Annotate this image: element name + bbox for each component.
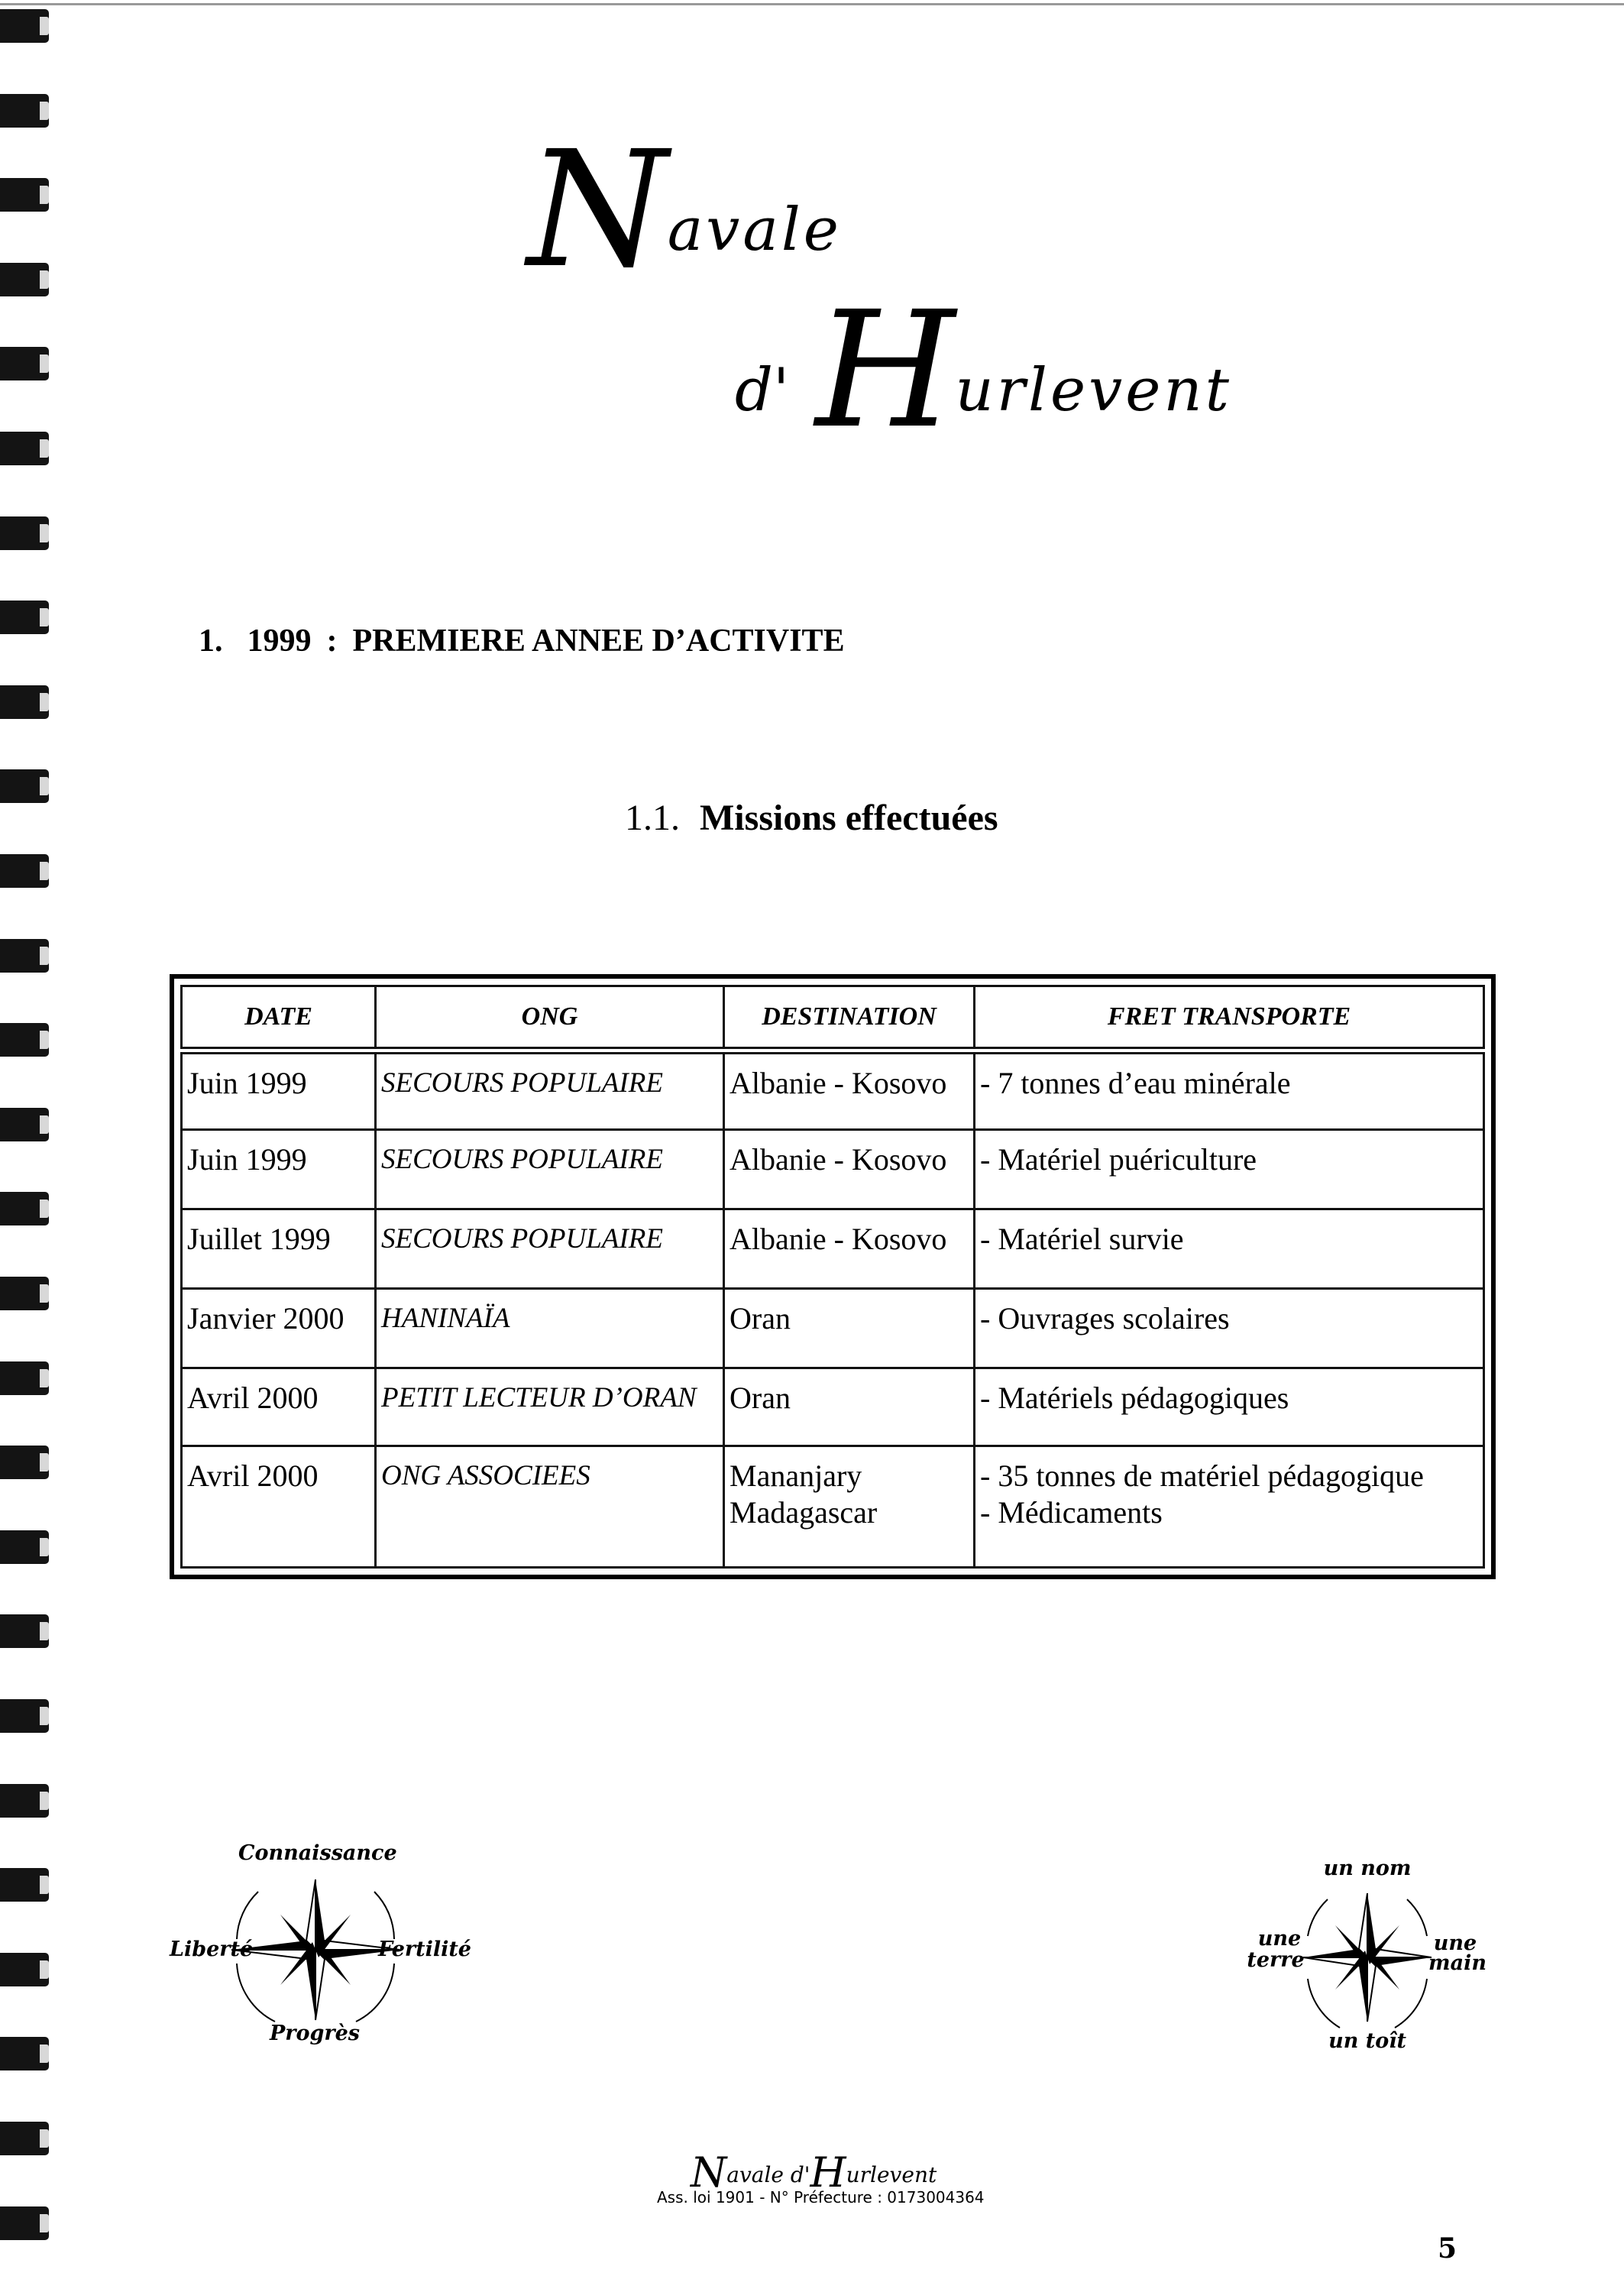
emblem-label-left: Liberté bbox=[170, 1938, 254, 1961]
binding-ring bbox=[0, 178, 49, 212]
destination-line: Albanie - Kosovo bbox=[730, 1222, 947, 1256]
cell-freight bbox=[975, 1209, 1484, 1289]
section-year: 1999 bbox=[247, 623, 312, 659]
destination-line: Madagascar bbox=[730, 1495, 878, 1530]
table-row bbox=[182, 1130, 1484, 1209]
binding-ring bbox=[0, 1192, 49, 1225]
table-row bbox=[182, 1289, 1484, 1368]
freight-line: - Médicaments bbox=[980, 1495, 1163, 1530]
emblem-label-right-2: main bbox=[1428, 1951, 1487, 1975]
column-header-ong: ONG bbox=[376, 986, 724, 1051]
binding-ring bbox=[0, 1699, 49, 1733]
column-header-date: DATE bbox=[182, 986, 376, 1051]
cell-destination bbox=[724, 1051, 975, 1130]
binding-ring bbox=[0, 1953, 49, 1986]
destination-line: Albanie - Kosovo bbox=[730, 1142, 947, 1177]
title-prefix: d' bbox=[735, 356, 790, 425]
cell-date: Juillet 1999 bbox=[182, 1209, 376, 1289]
subsection-title: Missions effectuées bbox=[700, 798, 998, 838]
cell-destination bbox=[724, 1446, 975, 1568]
cell-freight bbox=[975, 1289, 1484, 1368]
cell-date: Janvier 2000 bbox=[182, 1289, 376, 1368]
freight-line: - Ouvrages scolaires bbox=[980, 1301, 1230, 1336]
table-row bbox=[182, 1051, 1484, 1130]
cell-destination bbox=[724, 1289, 975, 1368]
column-header-freight: FRET TRANSPORTE bbox=[975, 986, 1484, 1051]
binding-ring bbox=[0, 432, 49, 465]
binding-ring bbox=[0, 1446, 49, 1479]
binding-ring bbox=[0, 1108, 49, 1141]
emblem-label-bottom: un toît bbox=[1328, 2029, 1406, 2053]
section-heading bbox=[199, 623, 845, 659]
binding-ring bbox=[0, 347, 49, 380]
footer-word: avale d' bbox=[726, 2162, 810, 2187]
cell-ong: SECOURS POPULAIRE bbox=[376, 1130, 724, 1209]
emblem-label-left-2: terre bbox=[1247, 1948, 1305, 1972]
binding-ring bbox=[0, 1868, 49, 1902]
cell-freight bbox=[975, 1051, 1484, 1130]
cell-ong: HANINAÏA bbox=[376, 1289, 724, 1368]
emblem-label-top: Connaissance bbox=[238, 1841, 397, 1865]
section-colon: : bbox=[326, 623, 338, 659]
freight-line: - Matériel survie bbox=[980, 1222, 1184, 1256]
emblem-label-right: Fertilité bbox=[378, 1938, 471, 1961]
cell-date: Avril 2000 bbox=[182, 1368, 376, 1446]
emblem-label-left-1: une bbox=[1257, 1927, 1302, 1951]
binding-ring bbox=[0, 9, 49, 43]
binding-ring bbox=[0, 2037, 49, 2070]
binding-spine bbox=[0, 0, 53, 2289]
title-word: urlevent bbox=[955, 356, 1232, 425]
footer-initial: H bbox=[810, 2148, 846, 2197]
binding-ring bbox=[0, 1784, 49, 1818]
cell-ong: ONG ASSOCIEES bbox=[376, 1446, 724, 1568]
cell-ong: SECOURS POPULAIRE bbox=[376, 1209, 724, 1289]
binding-ring bbox=[0, 601, 49, 634]
table-row bbox=[182, 1368, 1484, 1446]
binding-ring bbox=[0, 1023, 49, 1057]
subsection-heading bbox=[625, 797, 998, 839]
binding-ring bbox=[0, 854, 49, 888]
cell-freight bbox=[975, 1446, 1484, 1568]
cell-date: Juin 1999 bbox=[182, 1130, 376, 1209]
binding-ring bbox=[0, 1277, 49, 1310]
binding-ring bbox=[0, 2122, 49, 2155]
destination-line: Oran bbox=[730, 1301, 791, 1336]
cell-date: Juin 1999 bbox=[182, 1051, 376, 1130]
cell-destination bbox=[724, 1130, 975, 1209]
freight-line: - 7 tonnes d’eau minérale bbox=[980, 1065, 1291, 1100]
destination-line: Mananjary bbox=[730, 1459, 862, 1493]
binding-ring bbox=[0, 685, 49, 719]
emblem-label-top: un nom bbox=[1323, 1857, 1412, 1880]
cell-destination bbox=[724, 1209, 975, 1289]
cell-date: Avril 2000 bbox=[182, 1446, 376, 1568]
page-top-edge bbox=[0, 3, 1624, 5]
freight-line: - 35 tonnes de matériel pédagogique bbox=[980, 1459, 1424, 1493]
cell-ong: PETIT LECTEUR D’ORAN bbox=[376, 1368, 724, 1446]
missions-table bbox=[180, 985, 1485, 1569]
binding-ring bbox=[0, 1530, 49, 1564]
binding-ring bbox=[0, 2206, 49, 2240]
footer-word: urlevent bbox=[846, 2162, 937, 2187]
document-title-line-2 bbox=[735, 277, 1232, 464]
binding-ring bbox=[0, 769, 49, 803]
destination-line: Albanie - Kosovo bbox=[730, 1065, 947, 1100]
table-row bbox=[182, 1209, 1484, 1289]
footer-registration: Ass. loi 1901 - N° Préfecture : 0173004364 bbox=[657, 2188, 985, 2206]
binding-ring bbox=[0, 939, 49, 973]
freight-line: - Matériel puériculture bbox=[980, 1142, 1257, 1177]
binding-ring bbox=[0, 516, 49, 550]
binding-ring bbox=[0, 1361, 49, 1395]
emblem-label-right-1: une bbox=[1433, 1931, 1477, 1955]
document-title-line-1 bbox=[527, 116, 842, 303]
table-header-row bbox=[182, 986, 1484, 1051]
page-number: 5 bbox=[1438, 2232, 1457, 2265]
destination-line: Oran bbox=[730, 1381, 791, 1415]
title-initial: H bbox=[815, 277, 956, 464]
emblem-label-bottom: Progrès bbox=[269, 2022, 361, 2045]
table-row bbox=[182, 1446, 1484, 1568]
left-emblem bbox=[160, 1841, 481, 2048]
title-initial: N bbox=[527, 116, 668, 303]
title-word: avale bbox=[667, 196, 842, 264]
missions-table-frame bbox=[170, 974, 1496, 1579]
subsection-number: 1.1. bbox=[625, 798, 680, 838]
binding-ring bbox=[0, 1614, 49, 1648]
section-number: 1. bbox=[199, 623, 223, 659]
cell-freight bbox=[975, 1368, 1484, 1446]
footer-initial: N bbox=[691, 2148, 727, 2197]
cell-ong: SECOURS POPULAIRE bbox=[376, 1051, 724, 1130]
binding-ring bbox=[0, 263, 49, 296]
section-title: PREMIERE ANNEE D’ACTIVITE bbox=[352, 623, 845, 659]
cell-destination bbox=[724, 1368, 975, 1446]
right-emblem bbox=[1237, 1852, 1497, 2058]
column-header-destination: DESTINATION bbox=[724, 986, 975, 1051]
binding-ring bbox=[0, 94, 49, 128]
cell-freight bbox=[975, 1130, 1484, 1209]
freight-line: - Matériels pédagogiques bbox=[980, 1381, 1289, 1415]
